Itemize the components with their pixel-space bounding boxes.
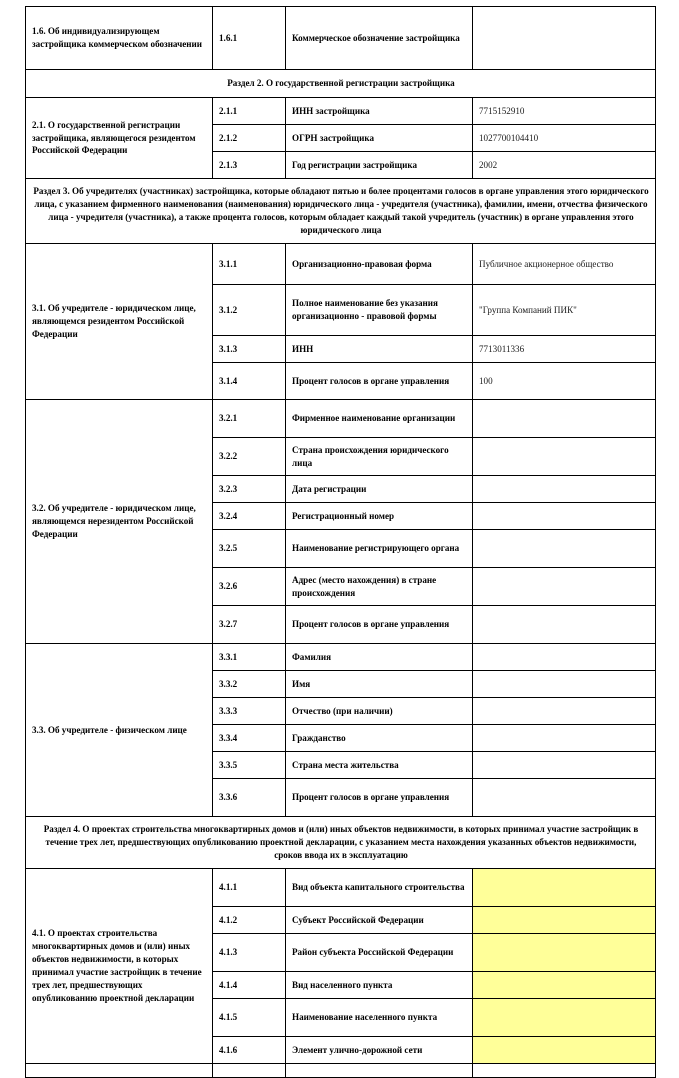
value-3-2-5[interactable] bbox=[473, 530, 656, 568]
field-2-1-1: ИНН застройщика bbox=[286, 98, 473, 125]
field-3-2-7: Процент голосов в органе управления bbox=[286, 606, 473, 644]
value-2-1-1[interactable]: 7715152910 bbox=[473, 98, 656, 125]
section-header-2: Раздел 2. О государственной регистрации застройщика bbox=[26, 70, 656, 98]
section-header-4: Раздел 4. О проектах строительства многоквартирных домов и (или) иных объектов недвижимости, в которых принимал участие застройщик в течение трех лет, предшествующих опубликованию проектной декларации, с указанием места нахождения указанных объектов недвижимости, сроков ввода их в эксплуатацию bbox=[26, 817, 656, 869]
field-3-3-5: Страна места жительства bbox=[286, 752, 473, 779]
code-4-1-2: 4.1.2 bbox=[213, 907, 286, 934]
value-3-1-3[interactable]: 7713011336 bbox=[473, 336, 656, 363]
field-3-2-4: Регистрационный номер bbox=[286, 503, 473, 530]
code-3-3-1: 3.3.1 bbox=[213, 644, 286, 671]
code-3-1-1: 3.1.1 bbox=[213, 244, 286, 285]
value-3-3-4[interactable] bbox=[473, 725, 656, 752]
group-label-3-3: 3.3. Об учредителе - физическом лице bbox=[26, 644, 213, 817]
field-3-3-6: Процент голосов в органе управления bbox=[286, 779, 473, 817]
field-4-1-6: Элемент улично-дорожной сети bbox=[286, 1037, 473, 1064]
value-3-1-4[interactable]: 100 bbox=[473, 363, 656, 400]
value-3-3-3[interactable] bbox=[473, 698, 656, 725]
code-4-1-1: 4.1.1 bbox=[213, 869, 286, 907]
code-2-1-1: 2.1.1 bbox=[213, 98, 286, 125]
table-row bbox=[26, 70, 656, 98]
code-4-1-5: 4.1.5 bbox=[213, 999, 286, 1037]
field-4-1-5: Наименование населенного пункта bbox=[286, 999, 473, 1037]
field-2-1-2: ОГРН застройщика bbox=[286, 125, 473, 152]
value-2-1-2[interactable]: 1027700104410 bbox=[473, 125, 656, 152]
value-3-3-2[interactable] bbox=[473, 671, 656, 698]
table-row bbox=[26, 869, 656, 907]
value-1-6-1[interactable] bbox=[473, 7, 656, 70]
value-3-3-6[interactable] bbox=[473, 779, 656, 817]
table-row bbox=[26, 244, 656, 285]
code-1-6-1: 1.6.1 bbox=[213, 7, 286, 70]
code-3-3-2: 3.3.2 bbox=[213, 671, 286, 698]
section-header-3: Раздел 3. Об учредителях (участниках) застройщика, которые обладают пятью и более процентами голосов в органе управления этого юридического лица, с указанием фирменного наименования (наименования) юридического лица - учредителя (участника), фамилии, имени, отчества физического лица - учредителя (участника), а также процента голосов, которым обладает каждый такой учредитель (участник) в органе управления этого юридического лица bbox=[26, 179, 656, 244]
code-3-2-1: 3.2.1 bbox=[213, 400, 286, 438]
field-4-1-1: Вид объекта капитального строительства bbox=[286, 869, 473, 907]
field-3-1-1: Организационно-правовая форма bbox=[286, 244, 473, 285]
table-row bbox=[26, 179, 656, 244]
spacer-cell-3 bbox=[286, 1064, 473, 1078]
group-label-4-1: 4.1. О проектах строительства многоквартирных домов и (или) иных объектов недвижимости, в которых принимал участие застройщик в течение трех лет, предшествующих опубликованию проектной декларации bbox=[26, 869, 213, 1064]
code-3-2-7: 3.2.7 bbox=[213, 606, 286, 644]
field-3-1-4: Процент голосов в органе управления bbox=[286, 363, 473, 400]
table-row bbox=[26, 400, 656, 438]
field-3-2-6: Адрес (место нахождения) в стране происхождения bbox=[286, 568, 473, 606]
value-4-1-1[interactable] bbox=[473, 869, 656, 907]
table-row bbox=[26, 817, 656, 869]
value-3-2-6[interactable] bbox=[473, 568, 656, 606]
value-4-1-4[interactable] bbox=[473, 972, 656, 999]
value-3-1-2[interactable]: "Группа Компаний ПИК" bbox=[473, 285, 656, 336]
group-label-3-2: 3.2. Об учредителе - юридическом лице, являющемся нерезидентом Российской Федерации bbox=[26, 400, 213, 644]
code-3-2-6: 3.2.6 bbox=[213, 568, 286, 606]
code-4-1-4: 4.1.4 bbox=[213, 972, 286, 999]
group-label-2-1: 2.1. О государственной регистрации застройщика, являющегося резидентом Российской Федерации bbox=[26, 98, 213, 179]
spacer-cell-1 bbox=[26, 1064, 213, 1078]
field-3-1-2: Полное наименование без указания организационно - правовой формы bbox=[286, 285, 473, 336]
field-1-6-1: Коммерческое обозначение застройщика bbox=[286, 7, 473, 70]
value-4-1-3[interactable] bbox=[473, 934, 656, 972]
spacer-cell-2 bbox=[213, 1064, 286, 1078]
code-3-1-3: 3.1.3 bbox=[213, 336, 286, 363]
field-4-1-2: Субъект Российской Федерации bbox=[286, 907, 473, 934]
code-3-3-5: 3.3.5 bbox=[213, 752, 286, 779]
code-3-2-2: 3.2.2 bbox=[213, 438, 286, 476]
table-row-spacer bbox=[26, 1064, 656, 1078]
value-2-1-3[interactable]: 2002 bbox=[473, 152, 656, 179]
code-3-3-3: 3.3.3 bbox=[213, 698, 286, 725]
code-3-2-4: 3.2.4 bbox=[213, 503, 286, 530]
field-3-1-3: ИНН bbox=[286, 336, 473, 363]
code-4-1-3: 4.1.3 bbox=[213, 934, 286, 972]
group-label-3-1: 3.1. Об учредителе - юридическом лице, являющемся резидентом Российской Федерации bbox=[26, 244, 213, 400]
code-2-1-3: 2.1.3 bbox=[213, 152, 286, 179]
spacer-cell-4 bbox=[473, 1064, 656, 1078]
code-3-1-2: 3.1.2 bbox=[213, 285, 286, 336]
value-3-1-1[interactable]: Публичное акционерное общество bbox=[473, 244, 656, 285]
code-2-1-2: 2.1.2 bbox=[213, 125, 286, 152]
code-4-1-6: 4.1.6 bbox=[213, 1037, 286, 1064]
table-row bbox=[26, 644, 656, 671]
field-3-2-1: Фирменное наименование организации bbox=[286, 400, 473, 438]
value-3-2-1[interactable] bbox=[473, 400, 656, 438]
field-3-2-2: Страна происхождения юридического лица bbox=[286, 438, 473, 476]
code-3-2-5: 3.2.5 bbox=[213, 530, 286, 568]
field-4-1-4: Вид населенного пункта bbox=[286, 972, 473, 999]
declaration-table bbox=[25, 6, 656, 1078]
code-3-3-6: 3.3.6 bbox=[213, 779, 286, 817]
field-3-3-3: Отчество (при наличии) bbox=[286, 698, 473, 725]
field-4-1-3: Район субъекта Российской Федерации bbox=[286, 934, 473, 972]
value-3-2-2[interactable] bbox=[473, 438, 656, 476]
field-3-3-1: Фамилия bbox=[286, 644, 473, 671]
field-3-2-3: Дата регистрации bbox=[286, 476, 473, 503]
code-3-3-4: 3.3.4 bbox=[213, 725, 286, 752]
table-row bbox=[26, 98, 656, 125]
code-3-2-3: 3.2.3 bbox=[213, 476, 286, 503]
value-3-3-5[interactable] bbox=[473, 752, 656, 779]
field-3-3-2: Имя bbox=[286, 671, 473, 698]
field-3-2-5: Наименование регистрирующего органа bbox=[286, 530, 473, 568]
value-4-1-6[interactable] bbox=[473, 1037, 656, 1064]
table-row bbox=[26, 7, 656, 70]
code-3-1-4: 3.1.4 bbox=[213, 363, 286, 400]
value-3-2-4[interactable] bbox=[473, 503, 656, 530]
value-3-3-1[interactable] bbox=[473, 644, 656, 671]
group-label-1-6: 1.6. Об индивидуализирующем застройщика коммерческом обозначении bbox=[26, 7, 213, 70]
field-3-3-4: Гражданство bbox=[286, 725, 473, 752]
value-3-2-7[interactable] bbox=[473, 606, 656, 644]
value-4-1-5[interactable] bbox=[473, 999, 656, 1037]
value-4-1-2[interactable] bbox=[473, 907, 656, 934]
value-3-2-3[interactable] bbox=[473, 476, 656, 503]
field-2-1-3: Год регистрации застройщика bbox=[286, 152, 473, 179]
